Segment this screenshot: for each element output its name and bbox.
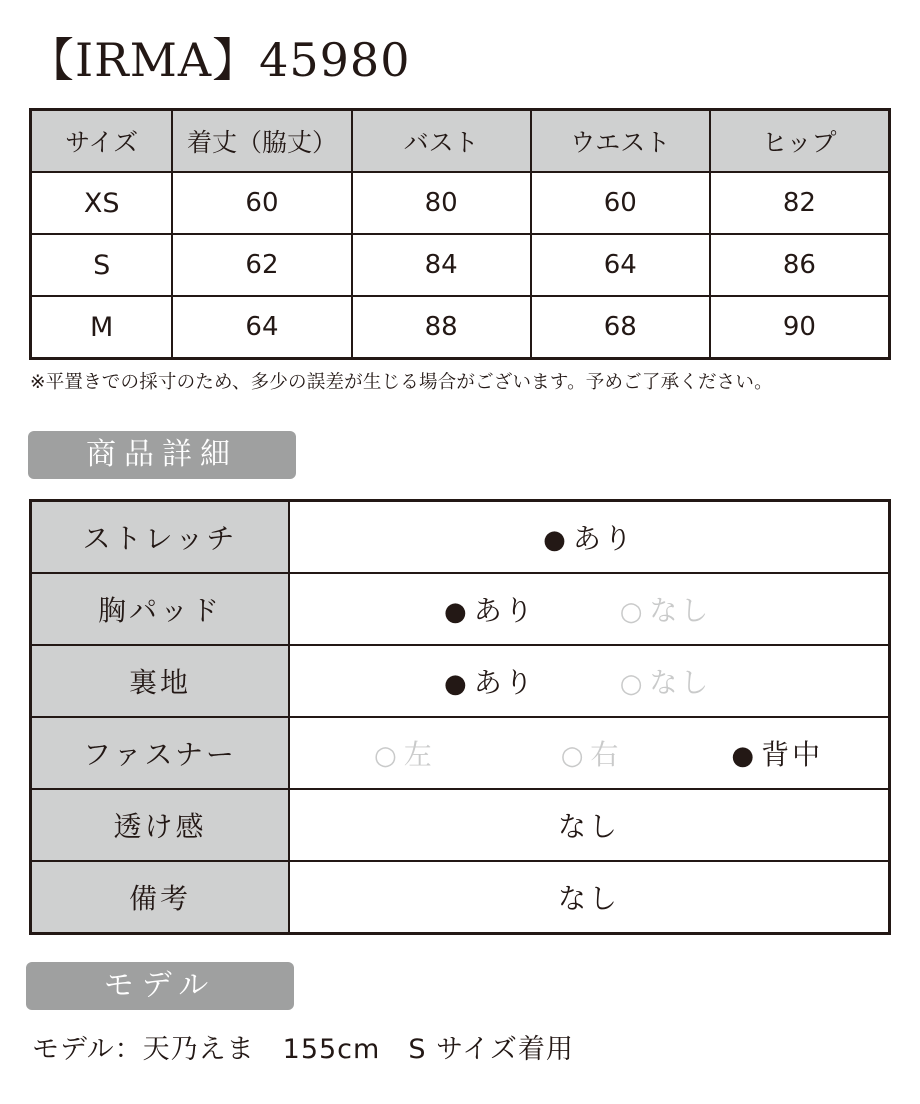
table-cell: 64 — [531, 234, 710, 296]
detail-row-sheer — [31, 789, 890, 861]
options-row — [290, 646, 888, 716]
option-active — [444, 661, 536, 701]
details-table — [29, 499, 891, 935]
option-label: なし — [649, 666, 712, 699]
detail-label: 透け感 — [31, 789, 290, 861]
option-label: あり — [473, 666, 536, 699]
table-row — [31, 172, 890, 234]
header-bust: バスト — [352, 110, 531, 173]
size-cell: XS — [31, 172, 173, 234]
empty-circle-icon: ○ — [619, 597, 646, 627]
option-active — [731, 733, 823, 773]
table-cell: 90 — [710, 296, 890, 359]
detail-row-remarks — [31, 861, 890, 934]
option-label: 背中 — [761, 738, 824, 771]
table-cell: 80 — [352, 172, 531, 234]
table-cell: 60 — [531, 172, 710, 234]
size-table — [29, 108, 891, 360]
detail-label: 備考 — [31, 861, 290, 934]
detail-label: 裏地 — [31, 645, 290, 717]
option-label: 右 — [590, 738, 622, 771]
empty-circle-icon: ○ — [374, 741, 400, 771]
option-inactive — [374, 733, 435, 773]
table-cell: 88 — [352, 296, 531, 359]
detail-row-lining — [31, 645, 890, 717]
table-cell: 86 — [710, 234, 890, 296]
filled-circle-icon: ● — [543, 525, 569, 555]
options-row — [290, 718, 888, 788]
detail-label: ファスナー — [31, 717, 290, 789]
size-table-header — [31, 110, 890, 173]
model-info: モデル：天乃えま 155cm S サイズ着用 — [32, 1034, 574, 1065]
table-row — [31, 296, 890, 359]
option-label: 左 — [403, 738, 435, 771]
header-size: サイズ — [31, 110, 173, 173]
option-inactive — [620, 661, 712, 701]
option-active — [444, 589, 536, 629]
section-label-model: モデル — [26, 962, 294, 1010]
detail-value — [289, 717, 890, 789]
detail-row-stretch — [31, 501, 890, 574]
detail-label: 胸パッド — [31, 573, 290, 645]
header-hip: ヒップ — [710, 110, 890, 173]
detail-row-pad — [31, 573, 890, 645]
header-waist: ウエスト — [531, 110, 710, 173]
table-cell: 82 — [710, 172, 890, 234]
detail-value — [289, 573, 890, 645]
option-inactive — [620, 589, 712, 629]
size-cell: M — [31, 296, 173, 359]
table-cell: 64 — [172, 296, 351, 359]
measurement-note: ※平置きでの採寸のため、多少の誤差が生じる場合がございます。予めご了承ください。 — [30, 372, 773, 393]
table-row — [31, 234, 890, 296]
detail-value — [289, 501, 890, 574]
size-cell: S — [31, 234, 173, 296]
empty-circle-icon: ○ — [619, 669, 646, 699]
section-label-details: 商品詳細 — [28, 431, 296, 479]
detail-value: なし — [289, 861, 890, 934]
option-label: あり — [572, 522, 635, 555]
filled-circle-icon: ● — [444, 597, 470, 627]
option-label: あり — [473, 594, 536, 627]
filled-circle-icon: ● — [444, 669, 470, 699]
option-inactive — [561, 733, 622, 773]
page-title: 【IRMA】45980 — [28, 33, 411, 87]
option-label: なし — [649, 594, 712, 627]
detail-row-zipper — [31, 717, 890, 789]
detail-value: なし — [289, 789, 890, 861]
empty-circle-icon: ○ — [560, 741, 587, 771]
table-cell: 68 — [531, 296, 710, 359]
table-cell: 60 — [172, 172, 351, 234]
detail-label: ストレッチ — [31, 501, 290, 574]
table-cell: 62 — [172, 234, 351, 296]
option-active — [543, 522, 635, 555]
header-length: 着丈（脇丈） — [172, 110, 351, 173]
options-row — [290, 574, 888, 644]
detail-value — [289, 645, 890, 717]
table-cell: 84 — [352, 234, 531, 296]
filled-circle-icon: ● — [731, 741, 758, 771]
